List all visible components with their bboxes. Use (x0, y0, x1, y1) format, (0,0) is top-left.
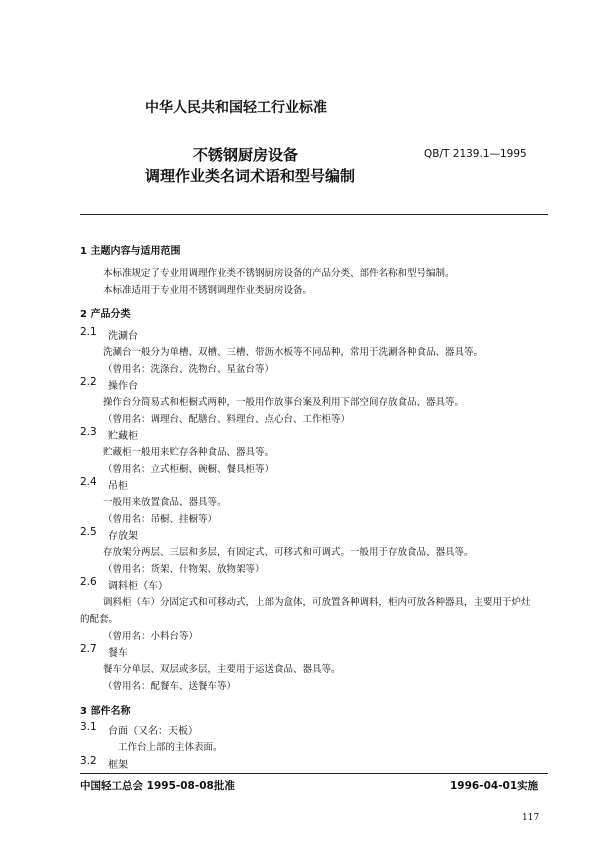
item-description: 餐车分单层、双层或多层，主要用于运送食品、器具等。 (103, 664, 341, 675)
title-line-1: 不锈钢厨房设备 (193, 146, 299, 164)
item-alias: （曾用名：调理台、配膳台、料理台、点心台、工作柜等） (103, 414, 351, 425)
section-1-paragraph-1: 本标准规定了专业用调理作业类不锈钢厨房设备的产品分类、部件名称和型号编制。 (103, 268, 455, 279)
item-name: 餐车 (108, 648, 128, 659)
item-number: 2.3 (80, 426, 97, 438)
item-alias: （曾用名：洗涤台、洗物台、星盆台等） (103, 364, 275, 375)
item-number: 3.2 (80, 755, 97, 767)
issuing-organization: 中华人民共和国轻工行业标准 (145, 100, 327, 116)
item-number: 3.1 (80, 721, 97, 733)
item-name: 框架 (108, 760, 128, 771)
page-number: 117 (522, 813, 540, 823)
title-line-2: 调理作业类名词术语和型号编制 (145, 167, 356, 185)
section-1-title: 1 主题内容与适用范围 (80, 246, 181, 257)
item-description-continued: 的配套。 (80, 614, 119, 625)
item-number: 2.4 (80, 476, 97, 488)
item-description: 调料柜（车）分固定式和可移动式，上部为盒体，可放置各种调料，柜内可放各种器具，主要用于炉灶 (103, 597, 531, 608)
item-number: 2.7 (80, 643, 97, 655)
item-name: 洗涮台 (108, 331, 138, 342)
approval-line: 中国轻工总会 1995-08-08批准 (80, 780, 235, 792)
standard-code: QB/T 2139.1—1995 (424, 148, 527, 160)
item-alias: （曾用名：立式柜橱、碗橱、餐具柜等） (103, 464, 275, 475)
item-description: 工作台上部的主体表面。 (118, 742, 223, 753)
effective-date: 1996-04-01实施 (450, 780, 539, 792)
item-number: 2.1 (80, 326, 97, 338)
header-rule (80, 214, 548, 215)
item-name: 操作台 (108, 381, 138, 392)
item-number: 2.5 (80, 526, 97, 538)
section-1-paragraph-2: 本标准适用于专业用不锈钢调理作业类厨房设备。 (103, 285, 313, 296)
item-description: 存放架分两层、三层和多层，有固定式、可移式和可调式。一般用于存放食品、器具等。 (103, 547, 474, 558)
item-name: 贮藏柜 (108, 431, 138, 442)
section-3-title: 3 部件名称 (80, 706, 131, 717)
item-alias: （曾用名：货架、什物架、放物架等） (103, 564, 265, 575)
item-description: 一般用来放置食品、器具等。 (103, 497, 227, 508)
item-description: 贮藏柜一般用来贮存各种食品、器具等。 (103, 447, 275, 458)
footer-rule (80, 773, 548, 774)
item-number: 2.6 (80, 576, 97, 588)
item-description: 洗涮台一般分为单槽、双槽、三槽、带沥水板等不同品种，常用于洗涮各种食品、器具等。 (103, 347, 484, 358)
section-2-title: 2 产品分类 (80, 309, 131, 320)
item-alias: （曾用名：吊橱、挂橱等） (103, 514, 218, 525)
item-name: 台面（又名：天板） (108, 726, 198, 737)
item-name: 吊柜 (108, 481, 128, 492)
item-description: 操作台分简易式和柜橱式两种，一般用作放事台案及利用下部空间存放食品、器具等。 (103, 397, 465, 408)
item-alias: （曾用名：配餐车、送餐车等） (103, 681, 237, 692)
item-name: 存放架 (108, 531, 138, 542)
item-alias: （曾用名：小料台等） (103, 631, 199, 642)
item-name: 调料柜（车） (108, 581, 168, 592)
item-number: 2.2 (80, 376, 97, 388)
